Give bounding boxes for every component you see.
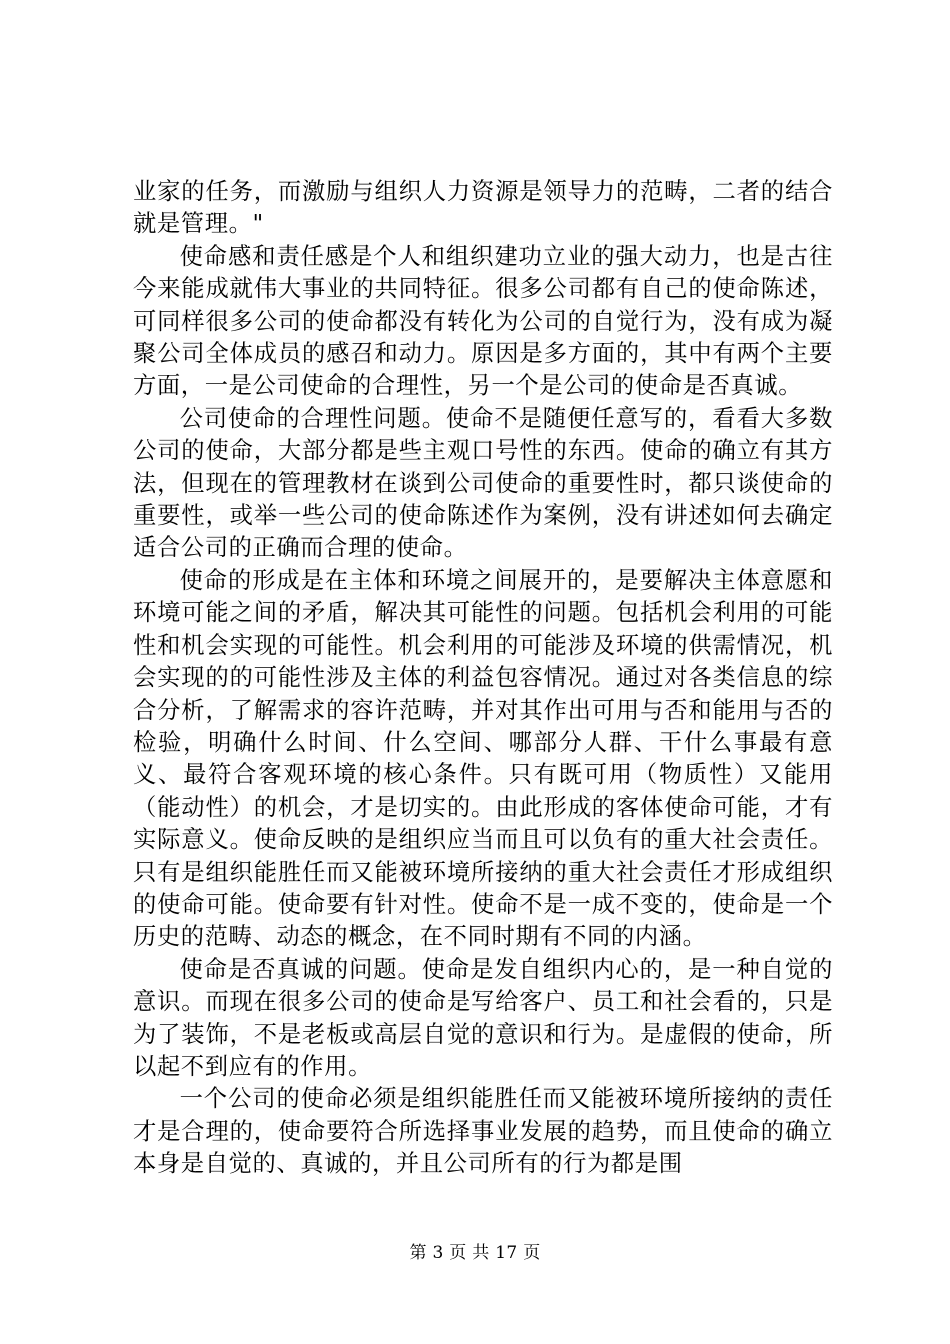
paragraph-4: 使命的形成是在主体和环境之间展开的，是要解决主体意愿和环境可能之间的矛盾，解决其可能性的问题。包括机会利用的可能性和机会实现的可能性。机会利用的可能涉及环境的供需情况，机会实现的的可能性涉及主体的利益包容情况。通过对各类信息的综合分析，了解需求的容许范畴，并对其作出可用与否和能用与否的检验，明确什么时间、什么空间、哪部分人群、干什么事最有意义、最符合客观环境的核心条件。只有既可用（物质性）又能用（能动性）的机会，才是切实的。由此形成的客体使命可能，才有实际意义。使命反映的是组织应当而且可以负有的重大社会责任。只有是组织能胜任而又能被环境所接纳的重大社会责任才形成组织的使命可能。使命要有针对性。使命不是一成不变的，使命是一个历史的范畴、动态的概念，在不同时期有不同的内涵。 — [133, 566, 833, 951]
paragraph-6: 一个公司的使命必须是组织能胜任而又能被环境所接纳的责任才是合理的，使命要符合所选择事业发展的趋势，而且使命的确立本身是自觉的、真诚的，并且公司所有的行为都是围 — [133, 1085, 833, 1178]
page-number: 第 3 页 共 17 页 — [409, 1243, 541, 1263]
page-footer — [0, 1242, 950, 1264]
body-text — [133, 176, 833, 1181]
paragraph-3: 公司使命的合理性问题。使命不是随便任意写的，看看大多数公司的使命，大部分都是些主观口号性的东西。使命的确立有其方法，但现在的管理教材在谈到公司使命的重要性时，都只谈使命的重要性，或举一些公司的使命陈述作为案例，没有讲述如何去确定适合公司的正确而合理的使命。 — [133, 404, 833, 562]
paragraph-2: 使命感和责任感是个人和组织建功立业的强大动力，也是古往今来能成就伟大事业的共同特征。很多公司都有自己的使命陈述，可同样很多公司的使命都没有转化为公司的自觉行为，没有成为凝聚公司全体成员的感召和动力。原因是多方面的，其中有两个主要方面，一是公司使命的合理性，另一个是公司的使命是否真诚。 — [133, 242, 833, 400]
paragraph-5: 使命是否真诚的问题。使命是发自组织内心的，是一种自觉的意识。而现在很多公司的使命是写给客户、员工和社会看的，只是为了装饰，不是老板或高层自觉的意识和行为。是虚假的使命，所以起不到应有的作用。 — [133, 955, 833, 1080]
paragraph-1: 业家的任务，而激励与组织人力资源是领导力的范畴，二者的结合就是管理。" — [133, 178, 833, 238]
